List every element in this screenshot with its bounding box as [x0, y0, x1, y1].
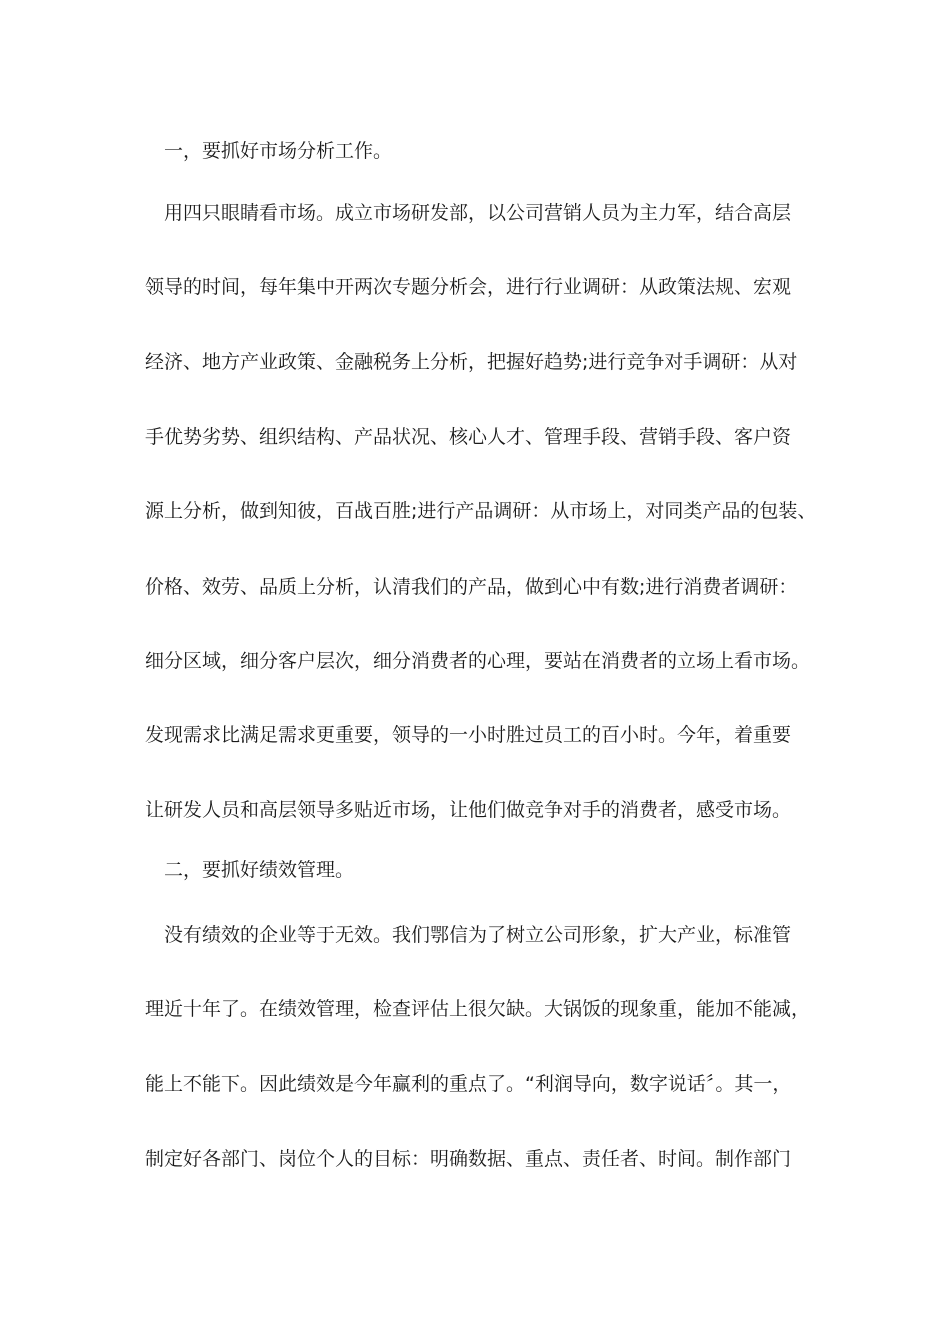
- paragraph-line: 没有绩效的企业等于无效。我们鄂信为了树立公司形象，扩大产业，标准管: [145, 924, 792, 946]
- paragraph-line: 价格、效劳、品质上分析，认清我们的产品，做到心中有数;进行消费者调研：: [145, 576, 798, 598]
- paragraph-line: 细分区域，细分客户层次，细分消费者的心理，要站在消费者的立场上看市场。: [145, 650, 811, 672]
- paragraph-line: 理近十年了。在绩效管理，检查评估上很欠缺。大锅饭的现象重，能加不能减，: [145, 998, 811, 1020]
- heading-market-analysis: 一，要抓好市场分析工作。: [145, 140, 393, 162]
- paragraph-line: 发现需求比满足需求更重要，领导的一小时胜过员工的百小时。今年，着重要: [145, 724, 792, 746]
- heading-performance-management: 二，要抓好绩效管理。: [145, 859, 355, 881]
- paragraph-line: 手优势劣势、组织结构、产品状况、核心人才、管理手段、营销手段、客户资: [145, 426, 792, 448]
- paragraph-line: 经济、地方产业政策、金融税务上分析，把握好趋势;进行竞争对手调研：从对: [145, 351, 798, 373]
- paragraph-line: 制定好各部门、岗位个人的目标：明确数据、重点、责任者、时间。制作部门: [145, 1148, 792, 1170]
- paragraph-line: 能上不能下。因此绩效是今年赢利的重点了。“利润导向，数字说话〞。其一，: [145, 1073, 792, 1095]
- paragraph-line: 让研发人员和高层领导多贴近市场，让他们做竞争对手的消费者，感受市场。: [145, 799, 792, 821]
- paragraph-line: 源上分析，做到知彼，百战百胜;进行产品调研：从市场上，对同类产品的包装、: [145, 500, 817, 522]
- paragraph-line: 用四只眼睛看市场。成立市场研发部，以公司营销人员为主力军，结合高层: [145, 202, 792, 224]
- paragraph-line: 领导的时间，每年集中开两次专题分析会，进行行业调研：从政策法规、宏观: [145, 276, 792, 298]
